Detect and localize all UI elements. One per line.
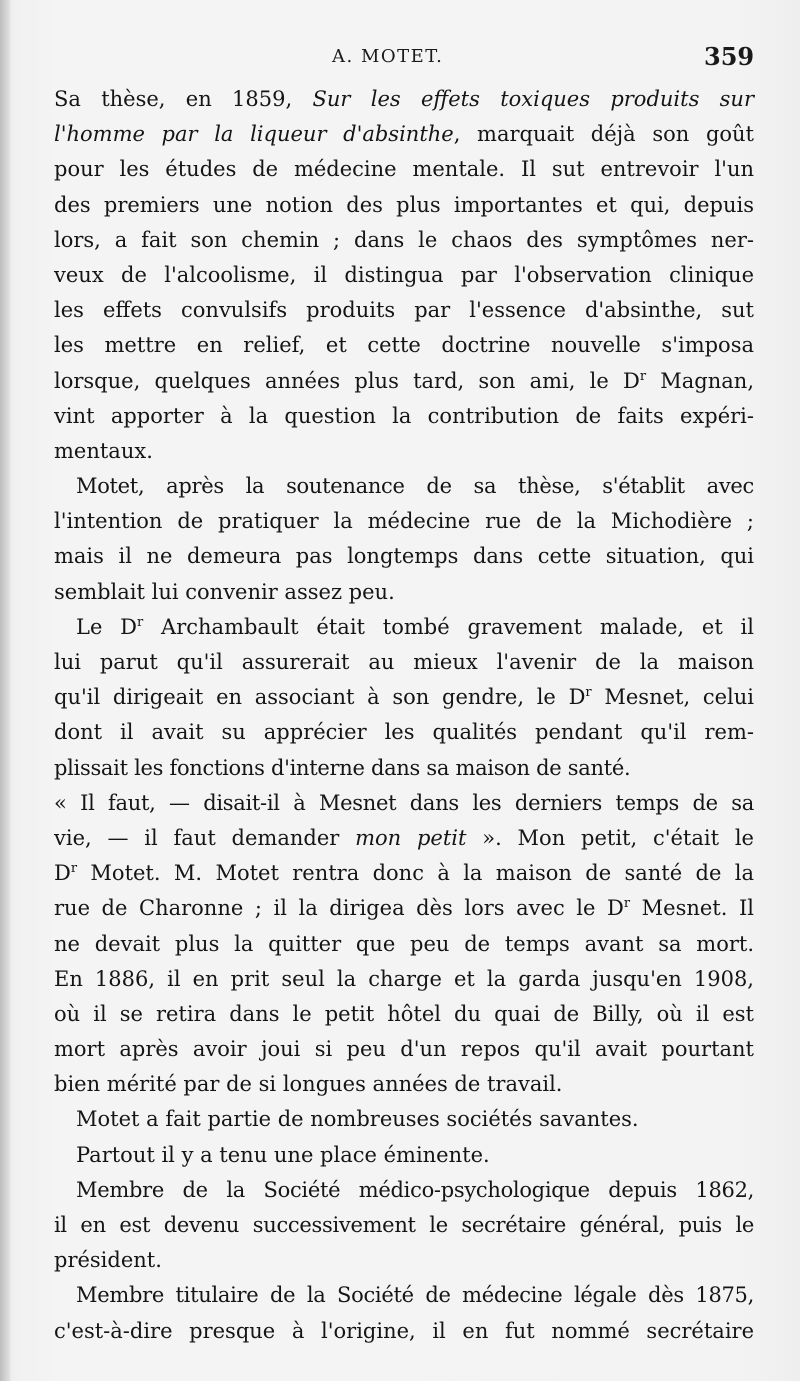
text-line xyxy=(54,328,754,363)
text-line xyxy=(54,575,754,610)
text-segment: Membre de la Société médico-psychologique depuis 1862, xyxy=(76,1177,754,1202)
text-line xyxy=(54,1278,754,1313)
text-line xyxy=(54,1032,754,1067)
text-segment: vie, — il faut demander xyxy=(54,825,356,850)
text-segment: Motet a fait partie de nombreuses sociétés savantes. xyxy=(76,1107,639,1132)
text-segment: ». Mon petit, c'était le xyxy=(466,825,754,850)
text-segment: Archambault était tombé gravement malade, et il xyxy=(143,614,754,639)
page-header xyxy=(0,40,800,80)
text-segment: mais il ne demeura pas longtemps dans cette situation, qui xyxy=(54,544,754,569)
text-line xyxy=(54,962,754,997)
page-number: 359 xyxy=(704,42,755,71)
text-segment: mentaux. xyxy=(54,438,153,463)
text-line xyxy=(54,188,754,223)
text-segment: D xyxy=(54,861,71,886)
text-segment: rue de Charonne ; il la dirigea dès lors avec le D xyxy=(54,896,624,921)
text-segment: bien mérité par de si longues années de travail. xyxy=(54,1072,563,1097)
text-line xyxy=(54,504,754,539)
text-line xyxy=(54,258,754,293)
text-line xyxy=(54,1138,754,1173)
text-segment: plissait les fonctions d'interne dans sa maison de santé. xyxy=(54,755,631,780)
text-line xyxy=(54,786,754,821)
text-line xyxy=(54,997,754,1032)
text-segment: Mesnet. Il xyxy=(630,896,754,921)
text-line xyxy=(54,1173,754,1208)
superscript: r xyxy=(70,861,78,877)
text-segment: Le D xyxy=(76,614,138,639)
text-segment: ne devait plus la quitter que peu de temps avant sa mort. xyxy=(54,931,754,956)
text-line xyxy=(54,293,754,328)
text-segment: qu'il dirigeait en associant à son gendre, le D xyxy=(54,685,586,710)
italic-text: l'homme par la liqueur d'absinthe xyxy=(54,122,454,147)
superscript: r xyxy=(137,614,144,630)
running-head: A. MOTET. xyxy=(332,46,444,67)
text-line xyxy=(54,645,754,680)
text-segment: c'est-à-dire presque à l'origine, il en fut nommé secrétaire xyxy=(54,1318,754,1343)
text-segment: lui parut qu'il assurerait au mieux l'avenir de la maison xyxy=(54,650,754,674)
text-segment: président. xyxy=(54,1248,162,1273)
text-segment: Motet, après la soutenance de sa thèse, s'établit avec xyxy=(76,474,754,499)
text-line xyxy=(54,82,754,117)
text-line xyxy=(54,364,754,399)
text-line xyxy=(54,751,754,786)
text-line xyxy=(54,399,754,434)
text-line xyxy=(54,469,754,504)
text-line xyxy=(54,715,754,750)
text-segment: où il se retira dans le petit hôtel du quai de Billy, où il est xyxy=(54,1001,754,1026)
text-segment: des premiers une notion des plus importantes et qui, depuis xyxy=(54,192,754,217)
superscript: r xyxy=(623,896,631,912)
text-line xyxy=(54,927,754,962)
text-line xyxy=(54,1314,754,1349)
text-segment: veux de l'alcoolisme, il distingua par l'observation clinique xyxy=(54,262,754,287)
text-segment: pour les études de médecine mentale. Il sut entrevoir l'un xyxy=(54,157,754,182)
text-segment: Mesnet, celui xyxy=(591,685,754,710)
text-segment: mort après avoir joui si peu d'un repos qu'il avait pourtant xyxy=(54,1037,754,1062)
text-line xyxy=(54,539,754,574)
text-line xyxy=(54,856,754,891)
text-segment: lorsque, quelques années plus tard, son ami, le D xyxy=(54,368,640,393)
text-segment: , marquait déjà son goût xyxy=(453,122,754,147)
text-segment: vint apporter à la question la contribution de faits expéri- xyxy=(54,403,754,428)
text-segment: l'intention de pratiquer la médecine rue de la Michodière ; xyxy=(54,509,754,534)
text-segment: les effets convulsifs produits par l'essence d'absinthe, sut xyxy=(54,298,754,323)
body-text xyxy=(54,82,754,1349)
text-line xyxy=(54,891,754,926)
text-segment: il en est devenu successivement le secrétaire général, puis le xyxy=(54,1213,754,1237)
text-line xyxy=(54,1102,754,1137)
text-segment: En 1886, il en prit seul la charge et la garda jusqu'en 1908, xyxy=(54,966,754,991)
text-line xyxy=(54,1243,754,1278)
italic-text: Sur les effets toxiques produits sur xyxy=(312,87,754,111)
superscript: r xyxy=(639,368,647,384)
superscript: r xyxy=(585,685,592,701)
text-segment: Membre titulaire de la Société de médecine légale dès 1875, xyxy=(76,1283,754,1308)
text-segment: Partout il y a tenu une place éminente. xyxy=(76,1142,490,1167)
text-segment: Motet. M. Motet rentra donc à la maison de santé de la xyxy=(77,861,754,886)
text-line xyxy=(54,117,754,152)
text-segment: « Il faut, — disait-il à Mesnet dans les derniers temps de sa xyxy=(54,790,754,815)
text-segment: les mettre en relief, et cette doctrine nouvelle s'imposa xyxy=(54,333,754,358)
text-segment: Magnan, xyxy=(646,368,754,393)
text-line xyxy=(54,434,754,469)
text-segment: lors, a fait son chemin ; dans le chaos des symptômes ner- xyxy=(54,227,754,252)
page-spine-shadow xyxy=(0,0,10,1381)
text-segment: dont il avait su apprécier les qualités pendant qu'il rem- xyxy=(54,720,754,745)
text-segment: semblait lui convenir assez peu. xyxy=(54,579,395,604)
italic-text: mon petit xyxy=(355,825,467,850)
text-segment: Sa thèse, en 1859, xyxy=(54,87,313,111)
text-line xyxy=(54,152,754,187)
text-line xyxy=(54,680,754,715)
text-line xyxy=(54,223,754,258)
text-line xyxy=(54,1067,754,1102)
text-line xyxy=(54,610,754,645)
text-line xyxy=(54,821,754,856)
text-line xyxy=(54,1208,754,1243)
